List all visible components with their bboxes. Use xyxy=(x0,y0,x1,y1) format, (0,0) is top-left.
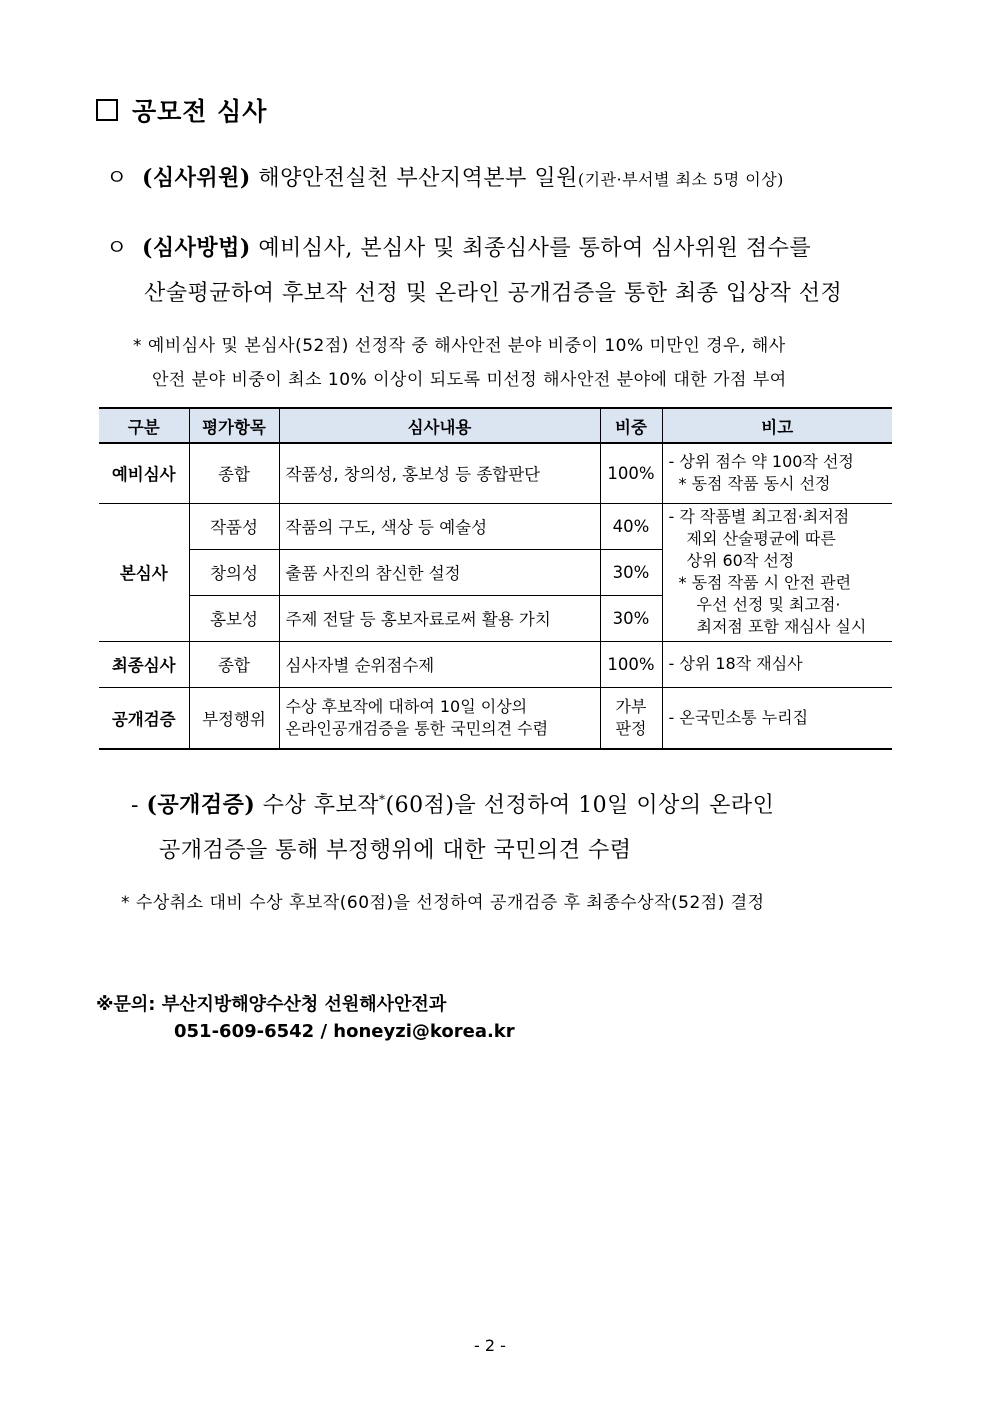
item-cell: 종합 xyxy=(189,443,279,503)
bullet-text: 해양안전실천 부산지역본부 일원 xyxy=(258,166,578,191)
table-row xyxy=(99,641,892,687)
content-cell: 주제 전달 등 홍보자료로써 활용 가치 xyxy=(279,595,600,641)
header-weight: 비중 xyxy=(600,408,662,443)
sub-line1b: (60점)을 선정하여 10일 이상의 온라인 xyxy=(385,793,775,818)
bullet-method xyxy=(106,231,811,262)
remark-line: 제외 산술평균에 따른 xyxy=(686,529,836,548)
content-cell: 심사자별 순위점수제 xyxy=(279,641,600,687)
sub-title: (공개검증) xyxy=(146,792,256,818)
remark-line: - 각 작품별 최고점·최저점 xyxy=(668,507,850,526)
table-row xyxy=(99,443,892,503)
sub-footnote-mark: * xyxy=(379,792,386,807)
remark-line: - 상위 점수 약 100작 선정 xyxy=(668,452,854,472)
remark-cell xyxy=(662,443,892,503)
note-line1: * 예비심사 및 본심사(52점) 선정작 중 해사안전 분야 비중이 10% 미만인 경우, 해사 xyxy=(133,336,786,356)
remark-line: 우선 선정 및 최고점· xyxy=(696,595,841,614)
content-cell: 작품의 구도, 색상 등 예술성 xyxy=(279,503,600,549)
remark-line: * 동점 작품 동시 선정 xyxy=(678,474,831,494)
weight-cell: 30% xyxy=(600,595,662,641)
remark-line: 최저점 포함 재심사 실시 xyxy=(696,617,867,636)
bullet-title: (심사위원) xyxy=(142,165,251,191)
header-remark: 비고 xyxy=(662,408,892,443)
content-line: 온라인공개검증을 통한 국민의견 수렴 xyxy=(285,718,549,738)
weight-cell: 100% xyxy=(600,641,662,687)
note-cancel: * 수상취소 대비 수상 후보작(60점)을 선정하여 공개검증 후 최종수상작(52점) 결정 xyxy=(121,893,765,913)
remark-line: 상위 60작 선정 xyxy=(686,551,795,570)
item-cell: 홍보성 xyxy=(189,595,279,641)
table-row xyxy=(99,503,892,549)
header-stage: 구분 xyxy=(99,408,189,443)
sub-dash: - xyxy=(131,793,139,818)
table-header-row xyxy=(99,408,892,443)
item-cell: 종합 xyxy=(189,641,279,687)
header-item: 평가항목 xyxy=(189,408,279,443)
stage-cell: 예비심사 xyxy=(99,443,189,503)
header-content: 심사내용 xyxy=(279,408,600,443)
table-row xyxy=(99,687,892,749)
weight-cell xyxy=(600,687,662,749)
remark-cell: - 온국민소통 누리집 xyxy=(662,687,892,749)
page-number: - 2 - xyxy=(474,1336,506,1355)
bullet-marker: ㅇ xyxy=(106,166,128,191)
content-cell: 출품 사진의 참신한 설정 xyxy=(279,549,600,595)
remark-line: * 동점 작품 시 안전 관련 xyxy=(678,573,852,592)
section-title: 공모전 심사 xyxy=(132,97,268,126)
checkbox-square-icon xyxy=(96,99,118,121)
contact-label: ※문의: 부산지방해양수산청 선원해사안전과 xyxy=(96,994,447,1015)
content-cell: 작품성, 창의성, 홍보성 등 종합판단 xyxy=(279,443,600,503)
content-cell xyxy=(279,687,600,749)
remark-cell xyxy=(662,503,892,641)
sub-line1a: 수상 후보작 xyxy=(262,793,380,818)
bullet-paren: (기관·부서별 최소 5명 이상) xyxy=(577,170,784,189)
stage-cell: 공개검증 xyxy=(99,687,189,749)
stage-cell: 최종심사 xyxy=(99,641,189,687)
remark-cell: - 상위 18작 재심사 xyxy=(662,641,892,687)
stage-cell: 본심사 xyxy=(99,503,189,641)
item-cell: 창의성 xyxy=(189,549,279,595)
item-cell: 작품성 xyxy=(189,503,279,549)
weight-cell: 30% xyxy=(600,549,662,595)
bullet-method-line2: 산술평균하여 후보작 선정 및 온라인 공개검증을 통한 최종 입상작 선정 xyxy=(144,281,843,306)
sub-line2: 공개검증을 통해 부정행위에 대한 국민의견 수렴 xyxy=(159,838,632,863)
bullet-marker: ㅇ xyxy=(106,236,128,261)
evaluation-table xyxy=(99,407,892,750)
bullet-title: (심사방법) xyxy=(142,235,251,261)
sub-public-verify xyxy=(131,788,774,819)
bullet-judges xyxy=(106,161,784,192)
weight-cell: 40% xyxy=(600,503,662,549)
section-heading xyxy=(96,92,267,128)
weight-cell: 100% xyxy=(600,443,662,503)
item-cell: 부정행위 xyxy=(189,687,279,749)
weight-line: 가부 xyxy=(615,696,647,716)
bullet-line1: 예비심사, 본심사 및 최종심사를 통하여 심사위원 점수를 xyxy=(258,236,812,261)
content-line: 수상 후보작에 대하여 10일 이상의 xyxy=(285,696,528,716)
contact-info: 051-609-6542 / honeyzi@korea.kr xyxy=(174,1021,515,1042)
weight-line: 판정 xyxy=(615,718,647,738)
note-line2: 안전 분야 비중이 최소 10% 이상이 되도록 미선정 해사안전 분야에 대한 가점 부여 xyxy=(152,370,787,390)
